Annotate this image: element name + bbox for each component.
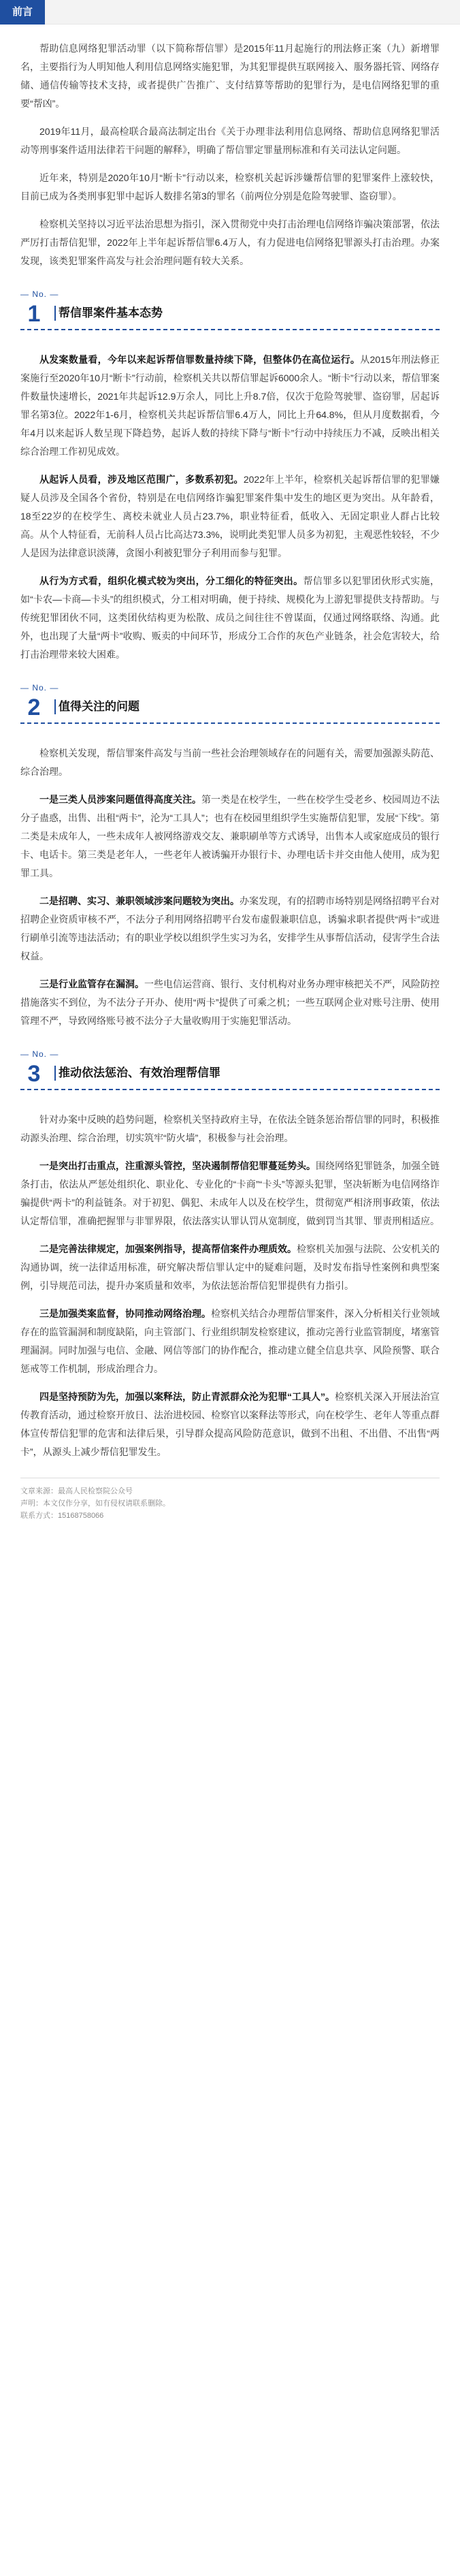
section-paragraph xyxy=(20,351,440,461)
preface-paragraph: 检察机关坚持以习近平法治思想为指引，深入贯彻党中央打击治理电信网络诈骗决策部署，依法严厉打击帮信犯罪，2022年上半年起诉帮信罪6.4万人，有力促进电信网络犯罪源头打击治理。办案发现，该类犯罪案件高发与社会治理问题有较大关系。 xyxy=(20,219,440,266)
section-header-1 xyxy=(0,289,460,333)
paragraph-lead: 四是坚持预防为先，加强以案释法，防止青派群众沦为犯罪“工具人”。 xyxy=(39,1391,335,1402)
paragraph-lead: 二是完善法律规定，加强案例指导，提高帮信案件办理质效。 xyxy=(39,1243,297,1254)
section-paragraph xyxy=(20,1157,440,1230)
paragraph-text: 帮信罪多以犯罪团伙形式实施，如“卡农—卡商—卡头”的组织模式，分工相对明确，便于持续、规模化为上游犯罪提供支持帮助。与传统犯罪团伙不同，这类团伙结构更为松散、成员之间往往不曾谋面，仅通过网络联络、沟通。此外，也出现了大量“两卡”收购、贩卖的中间环节，形成分工合作的灰色产业链条，社会危害较大，给打击治理带来较大困难。 xyxy=(20,575,440,660)
section-paragraph xyxy=(20,744,440,781)
preface-paragraph: 2019年11月，最高检联合最高法制定出台《关于办理非法利用信息网络、帮助信息网络犯罪活动等刑事案件适用法律若干问题的解释》，明确了帮信罪定罪量刑标准和有关司法认定问题。 xyxy=(20,126,440,155)
paragraph-lead: 从起诉人员看，涉及地区范围广，多数系初犯。 xyxy=(39,474,244,485)
section-no-label: — No. — xyxy=(20,289,59,299)
section-header-2 xyxy=(0,683,460,727)
section-no-label: — No. — xyxy=(20,1049,59,1059)
section-no-label: — No. — xyxy=(20,683,59,693)
section-underline xyxy=(20,329,440,330)
paragraph-lead: 一是三类人员涉案问题值得高度关注。 xyxy=(39,794,201,805)
section-number: 2 xyxy=(27,695,41,720)
preface-paragraph: 帮助信息网络犯罪活动罪（以下简称帮信罪）是2015年11月起施行的刑法修正案（九）新增罪名，主要指行为人明知他人利用信息网络实施犯罪，为其犯罪提供互联网接入、服务器托管、网络存储、通信传输等技术支持，或者提供广告推广、支付结算等帮助的犯罪行为，是电信网络犯罪的重要“帮凶”。 xyxy=(20,43,440,109)
paragraph-lead: 二是招聘、实习、兼职领域涉案问题较为突出。 xyxy=(39,895,240,906)
paragraph-lead: 一是突出打击重点，注重源头管控，坚决遏制帮信犯罪蔓延势头。 xyxy=(39,1160,316,1171)
footer-contact: 联系方式：15168758066 xyxy=(20,1512,104,1520)
section-divider xyxy=(54,306,56,321)
paragraph-lead: 三是加强类案监督，协同推动网络治理。 xyxy=(39,1308,211,1319)
paragraph-text: 第一类是在校学生，一些在校学生受老乡、校园周边不法分子蛊惑，出售、出租“两卡”，沦为“工具人”；也有在校园里组织学生实施帮信犯罪，发展“下线”。第二类是未成年人，一些未成年人被网络游戏交友、兼职刷单等方式诱导，出售本人或家庭成员的银行卡、电话卡。第三类是老年人，一些老年人被诱骗开办银行卡、办理电话卡并交由他人使用，成为犯罪工具。 xyxy=(20,794,440,878)
section-number: 3 xyxy=(27,1061,41,1087)
section-paragraph xyxy=(20,1111,440,1147)
footer-note: 声明：本文仅作分享，如有侵权请联系删除。 xyxy=(20,1499,170,1508)
paragraph-lead: 三是行业监管存在漏洞。 xyxy=(39,979,144,989)
section-header-3 xyxy=(0,1049,460,1093)
section-title: 值得关注的问题 xyxy=(59,700,139,713)
section-underline xyxy=(20,722,440,724)
paragraph-text: 一些电信运营商、银行、支付机构对业务办理审核把关不严，风险防控措施落实不到位，为不法分子开办、使用“两卡”提供了可乘之机；一些互联网企业对账号注册、使用管理不严，导致网络账号被不法分子大量收购用于实施犯罪活动。 xyxy=(20,979,440,1026)
section-paragraph xyxy=(20,975,440,1030)
paragraph-text: 围绕网络犯罪链条，加强全链条打击，依法从严惩处组织化、职业化、专业化的“卡商”“卡头”等源头犯罪，坚决斩断为电信网络诈骗提供“两卡”的利益链条。对于初犯、偶犯、未成年人以及在校学生，贯彻宽严相济刑事政策，依法认定帮信罪，准确把握罪与非罪界限，依法落实认罪认罚从宽制度，做到罚当其罪、罪责刑相适应。 xyxy=(20,1160,440,1226)
section-divider xyxy=(54,1066,56,1081)
section-divider xyxy=(54,699,56,714)
article-footer xyxy=(20,1478,440,1522)
paragraph-text: 检察机关加强与法院、公安机关的沟通协调，统一法律适用标准，研究解决帮信罪认定中的疑难问题，及时发布指导性案例和典型案例，引导规范司法，提升办案质量和效率，为依法惩治帮信犯罪提供有力指引。 xyxy=(20,1243,440,1291)
section-title: 帮信罪案件基本态势 xyxy=(59,306,163,319)
section-paragraph xyxy=(20,471,440,562)
section-paragraph xyxy=(20,1388,440,1461)
paragraph-lead: 从行为方式看，组织化模式较为突出，分工细化的特征突出。 xyxy=(39,575,303,586)
preface-header xyxy=(0,0,460,25)
paragraph-lead: 从发案数量看，今年以来起诉帮信罪数量持续下降，但整体仍在高位运行。 xyxy=(39,354,361,365)
section-title: 推动依法惩治、有效治理帮信罪 xyxy=(59,1066,220,1079)
section-paragraph xyxy=(20,1240,440,1295)
section-paragraph xyxy=(20,892,440,966)
section-paragraph xyxy=(20,1305,440,1378)
paragraph-text: 办案发现，有的招聘市场特别是网络招聘平台对招聘企业资质审核不严，不法分子利用网络招聘平台发布虚假兼职信息，诱骗求职者提供“两卡”或进行刷单引流等违法活动；有的职业学校以组织学生实习为名，安排学生从事帮信活动，侵害学生合法权益。 xyxy=(20,895,440,961)
paragraph-text: 从2015年刑法修正案施行至2020年10月“断卡”行动前，检察机关共以帮信罪起诉6000余人。“断卡”行动以来，帮信罪案件数量快速增长，2021年共起诉12.9万余人，同比上升8.7倍，仅次于危险驾驶罪、盗窃罪，居起诉罪名第3位。2022年1-6月，检察机关共起诉帮信罪6.4万人，同比上升64.8%，但从月度数据看，今年4月以来起诉人数呈现下降趋势，起诉人数的持续下降与“断卡”行动中持续压力不减，反映出相关综合治理工作初见成效。 xyxy=(20,354,440,457)
section-paragraph xyxy=(20,572,440,664)
footer-source: 文章来源：最高人民检察院公众号 xyxy=(20,1487,133,1495)
paragraph-text: 2022年上半年，检察机关起诉帮信罪的犯罪嫌疑人员涉及全国各个省份，特别是在电信网络诈骗犯罪案件集中发生的地区更为突出。从年龄看，18至22岁的在校学生、离校未就业人员占23.7%，职业特征看，低收入、无固定职业人群占比较高。从个人特征看，无前科人员占比高达73.3%，说明此类犯罪人员多为初犯，主观恶性较轻，不少人是因为法律意识淡薄，贪图小利被犯罪分子利用而参与犯罪。 xyxy=(20,474,440,558)
preface-paragraph: 近年来，特别是2020年10月“断卡”行动以来，检察机关起诉涉嫌帮信罪的犯罪案件上涨较快，目前已成为各类刑事犯罪中起诉人数排名第3的罪名（前两位分别是危险驾驶罪、盗窃罪）。 xyxy=(20,172,440,202)
paragraph-text: 针对办案中反映的趋势问题，检察机关坚持政府主导，在依法全链条惩治帮信罪的同时，积极推动源头治理、综合治理，切实筑牢“防火墙”，积极参与社会治理。 xyxy=(20,1114,440,1143)
paragraph-text: 检察机关发现，帮信罪案件高发与当前一些社会治理领域存在的问题有关，需要加强源头防范、综合治理。 xyxy=(20,748,440,777)
section-number: 1 xyxy=(27,301,41,327)
paragraph-text: 检察机关深入开展法治宣传教育活动，通过检察开放日、法治进校园、检察官以案释法等形式，向在校学生、老年人等重点群体宣传帮信犯罪的危害和法律后果，引导群众提高风险防范意识，做到不出租、不出借、不出售“两卡”，从源头上减少帮信犯罪发生。 xyxy=(20,1391,440,1457)
paragraph-text: 检察机关结合办理帮信罪案件，深入分析相关行业领域存在的监管漏洞和制度缺陷，向主管部门、行业组织制发检察建议，推动完善行业监管制度，堵塞管理漏洞。同时加强与电信、金融、网信等部门的协作配合，推动建立健全信息共享、风险预警、联合惩戒等工作机制，形成治理合力。 xyxy=(20,1308,440,1374)
preface-tag: 前言 xyxy=(0,0,45,25)
section-underline xyxy=(20,1089,440,1090)
section-paragraph xyxy=(20,791,440,882)
